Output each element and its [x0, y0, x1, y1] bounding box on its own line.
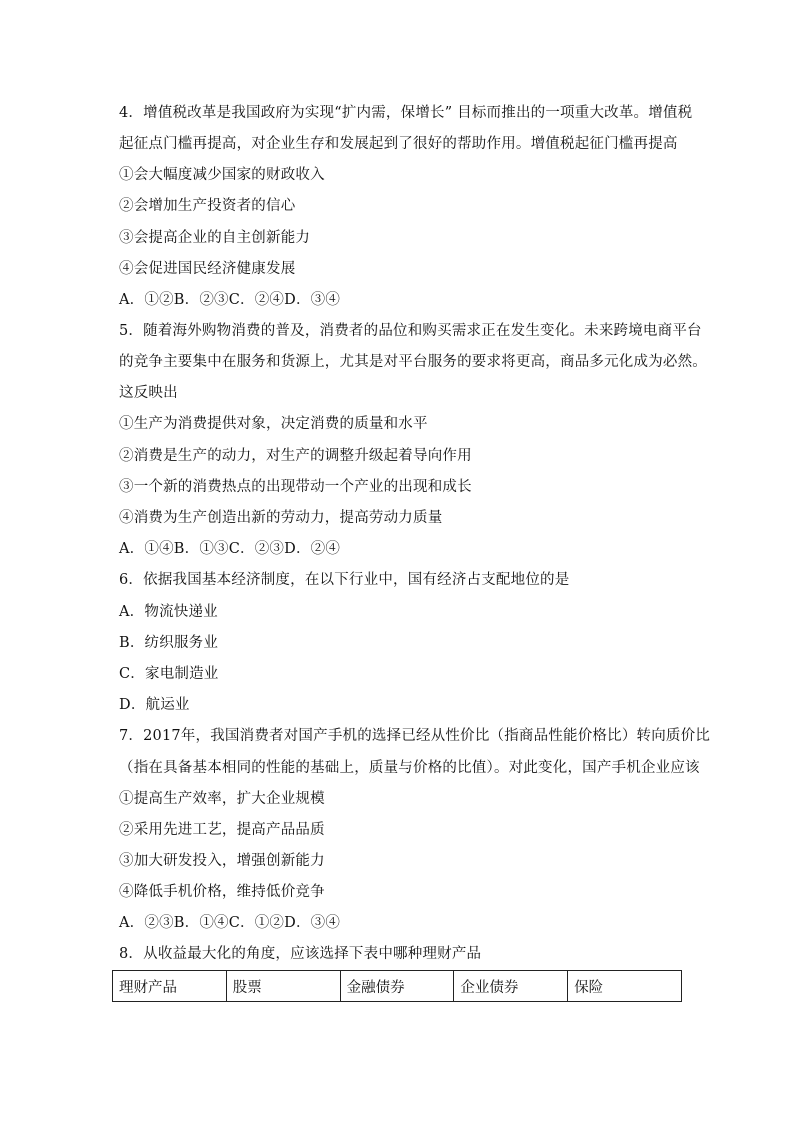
table-cell-insurance: 保险 [568, 971, 682, 1002]
table-cell-corporate-bond: 企业债券 [454, 971, 568, 1002]
q7-option-2: ②采用先进工艺，提高产品品质 [119, 822, 325, 838]
table-cell-financial-bond: 金融债券 [340, 971, 454, 1002]
q8-finance-table [112, 970, 682, 1002]
q4-stem-line1: 4．增值税改革是我国政府为实现“扩内需，保增长” 目标而推出的一项重大改革。增值税 [119, 105, 693, 121]
q4-choices: A．①②B．②③C．②④D．③④ [119, 292, 341, 308]
q7-option-4: ④降低手机价格，维持低价竞争 [119, 884, 325, 900]
q4-option-3: ③会提高企业的自主创新能力 [119, 230, 311, 246]
q7-stem-line1: 7．2017年，我国消费者对国产手机的选择已经从性价比（指商品性能价格比）转向质价比 [119, 728, 711, 744]
q7-option-1: ①提高生产效率，扩大企业规模 [119, 791, 325, 807]
q6-choice-c: C．家电制造业 [119, 666, 219, 682]
q6-choice-a: A．物流快递业 [119, 604, 218, 620]
q5-option-3: ③一个新的消费热点的出现带动一个产业的出现和成长 [119, 479, 472, 495]
q7-choices: A．②③B．①④C．①②D．③④ [119, 915, 341, 931]
q5-stem-line3: 这反映出 [119, 385, 178, 401]
q6-choice-b: B．纺织服务业 [119, 635, 219, 651]
q5-stem-line1: 5．随着海外购物消费的普及，消费者的品位和购买需求正在发生变化。未来跨境电商平台 [119, 323, 702, 339]
q4-option-2: ②会增加生产投资者的信心 [119, 198, 296, 214]
table-cell-product: 理财产品 [113, 971, 227, 1002]
q5-option-1: ①生产为消费提供对象，决定消费的质量和水平 [119, 416, 428, 432]
table-row [113, 971, 682, 1002]
q4-option-1: ①会大幅度减少国家的财政收入 [119, 167, 325, 183]
q5-choices: A．①④B．①③C．②③D．②④ [119, 541, 341, 557]
q5-option-2: ②消费是生产的动力，对生产的调整升级起着导向作用 [119, 448, 472, 464]
q4-stem-line2: 起征点门槛再提高，对企业生存和发展起到了很好的帮助作用。增值税起征门槛再提高 [119, 136, 678, 152]
q8-stem: 8．从收益最大化的角度，应该选择下表中哪种理财产品 [119, 946, 482, 962]
q4-option-4: ④会促进国民经济健康发展 [119, 261, 296, 277]
q5-option-4: ④消费为生产创造出新的劳动力，提高劳动力质量 [119, 510, 443, 526]
q7-option-3: ③加大研发投入，增强创新能力 [119, 853, 325, 869]
q6-stem: 6．依据我国基本经济制度，在以下行业中，国有经济占支配地位的是 [119, 572, 570, 588]
q7-stem-line2: （指在具备基本相同的性能的基础上，质量与价格的比值）。对此变化，国产手机企业应该 [119, 760, 700, 776]
q6-choice-d: D．航运业 [119, 697, 190, 713]
table-cell-stock: 股票 [226, 971, 340, 1002]
q5-stem-line2: 的竞争主要集中在服务和货源上，尤其是对平台服务的要求将更高，商品多元化成为必然。 [119, 354, 707, 370]
